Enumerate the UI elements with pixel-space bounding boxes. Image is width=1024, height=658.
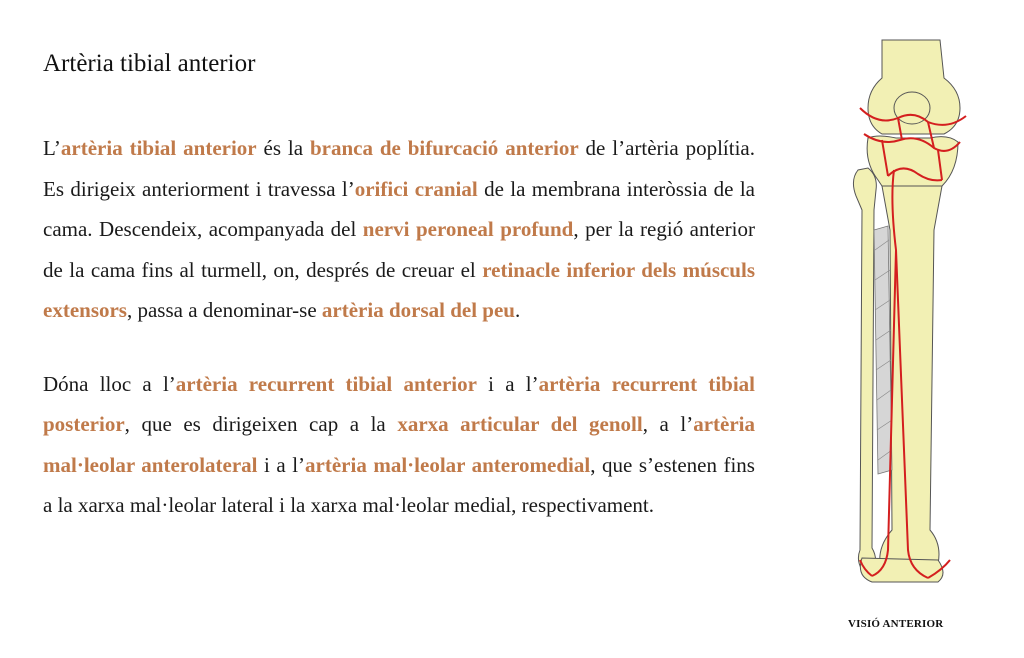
text-run: , per la regió anterior de la cama fins al turmell, on, després de creuar el	[43, 217, 755, 282]
paragraph-1	[43, 128, 755, 331]
highlighted-term: artèria recurrent tibial posterior	[43, 371, 756, 436]
page-title: Artèria tibial anterior	[43, 50, 256, 77]
highlighted-term: artèria dorsal del peu	[321, 298, 515, 322]
text-run: L’	[43, 136, 61, 160]
highlighted-term: orifici cranial	[354, 176, 478, 201]
text-run: .	[514, 298, 521, 322]
text-run: , que es dirigeixen cap a la	[124, 412, 398, 436]
figure-caption: VISIÓ ANTERIOR	[848, 618, 944, 630]
interosseous-membrane	[874, 226, 892, 474]
fibula	[853, 168, 876, 570]
text-run: Dóna lloc a l’	[43, 371, 176, 396]
article-body	[43, 128, 755, 526]
tibia-head	[867, 136, 958, 186]
highlighted-term: artèria mal·leolar anteromedial	[305, 452, 591, 477]
highlighted-term: artèria recurrent tibial anterior	[175, 371, 477, 396]
text-run: , passa a denominar-se	[126, 298, 322, 322]
text-run: de l’artèria poplítia. Es dirigeix anteriorment i travessa l’	[43, 136, 756, 201]
highlighted-term: xarxa articular del genoll	[397, 412, 643, 436]
text-run: i a l’	[476, 371, 539, 396]
leg-bones-arteries-illustration	[838, 30, 988, 590]
highlighted-term: branca de bifurcació anterior	[309, 136, 579, 160]
text-run: és la	[256, 136, 310, 160]
text-run: i a l’	[257, 452, 306, 477]
highlighted-term: nervi peroneal profund	[362, 217, 574, 241]
text-run: de la membrana interòssia de la cama. Descendeix, acompanyada del	[43, 176, 755, 241]
highlighted-term: retinacle inferior dels músculs extensors	[43, 257, 755, 322]
highlighted-term: artèria mal·leolar anterolateral	[43, 412, 755, 477]
paragraph-2	[43, 364, 755, 526]
ankle	[860, 558, 943, 582]
highlighted-term: artèria tibial anterior	[60, 136, 257, 160]
text-run: , que s’estenen fins a la xarxa mal·leolar lateral i la xarxa mal·leolar medial, respectivament.	[43, 452, 755, 517]
text-run: , a l’	[642, 412, 694, 436]
